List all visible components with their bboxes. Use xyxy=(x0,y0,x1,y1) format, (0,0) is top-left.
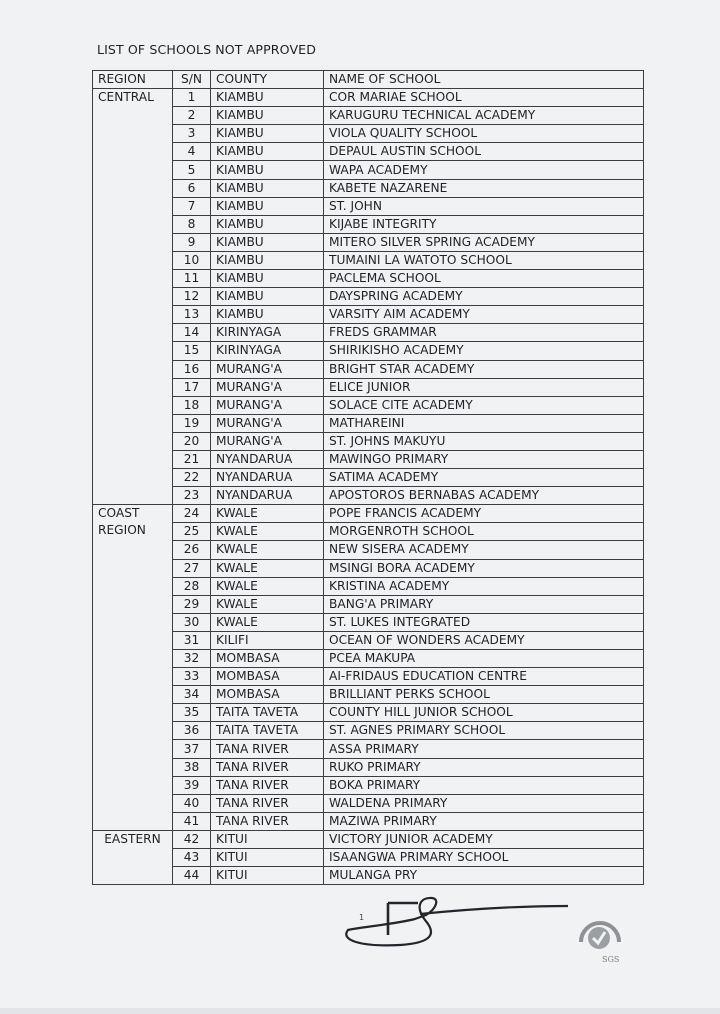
county-cell: MOMBASA xyxy=(211,650,324,668)
page-number: 1 xyxy=(359,913,365,922)
table-row xyxy=(93,613,644,631)
school-name-cell: ASSA PRIMARY xyxy=(324,740,644,758)
school-name-cell: KABETE NAZARENE xyxy=(324,179,644,197)
table-row xyxy=(93,233,644,251)
header-sn: S/N xyxy=(173,71,211,89)
sn-cell: 20 xyxy=(173,432,211,450)
school-name-cell: MAWINGO PRIMARY xyxy=(324,450,644,468)
county-cell: KIAMBU xyxy=(211,179,324,197)
table-row xyxy=(93,812,644,830)
school-name-cell: COUNTY HILL JUNIOR SCHOOL xyxy=(324,704,644,722)
table-row xyxy=(93,631,644,649)
school-name-cell: DEPAUL AUSTIN SCHOOL xyxy=(324,143,644,161)
table-row xyxy=(93,450,644,468)
county-cell: KWALE xyxy=(211,577,324,595)
county-cell: KIAMBU xyxy=(211,251,324,269)
school-name-cell: WAPA ACADEMY xyxy=(324,161,644,179)
sn-cell: 43 xyxy=(173,849,211,867)
table-row xyxy=(93,161,644,179)
school-name-cell: COR MARIAE SCHOOL xyxy=(324,89,644,107)
sn-cell: 35 xyxy=(173,704,211,722)
county-cell: KIAMBU xyxy=(211,306,324,324)
school-name-cell: MITERO SILVER SPRING ACADEMY xyxy=(324,233,644,251)
school-name-cell: WALDENA PRIMARY xyxy=(324,794,644,812)
table-row xyxy=(93,215,644,233)
school-name-cell: MULANGA PRY xyxy=(324,867,644,885)
county-cell: KIAMBU xyxy=(211,161,324,179)
table-row xyxy=(93,686,644,704)
school-name-cell: SATIMA ACADEMY xyxy=(324,469,644,487)
county-cell: NYANDARUA xyxy=(211,450,324,468)
table-row xyxy=(93,595,644,613)
county-cell: KIRINYAGA xyxy=(211,342,324,360)
table-row xyxy=(93,89,644,107)
school-name-cell: VICTORY JUNIOR ACADEMY xyxy=(324,830,644,848)
county-cell: MURANG'A xyxy=(211,396,324,414)
school-name-cell: KARUGURU TECHNICAL ACADEMY xyxy=(324,107,644,125)
school-name-cell: BOKA PRIMARY xyxy=(324,776,644,794)
county-cell: KIAMBU xyxy=(211,215,324,233)
school-name-cell: DAYSPRING ACADEMY xyxy=(324,288,644,306)
table-row xyxy=(93,324,644,342)
school-name-cell: VIOLA QUALITY SCHOOL xyxy=(324,125,644,143)
signature xyxy=(340,895,570,955)
school-name-cell: ISAANGWA PRIMARY SCHOOL xyxy=(324,849,644,867)
county-cell: KIAMBU xyxy=(211,288,324,306)
sn-cell: 26 xyxy=(173,541,211,559)
school-name-cell: TUMAINI LA WATOTO SCHOOL xyxy=(324,251,644,269)
table-row xyxy=(93,107,644,125)
county-cell: KWALE xyxy=(211,559,324,577)
county-cell: KIAMBU xyxy=(211,197,324,215)
county-cell: KIAMBU xyxy=(211,143,324,161)
county-cell: MURANG'A xyxy=(211,414,324,432)
stamp-label: SGS xyxy=(602,955,620,964)
table-row xyxy=(93,360,644,378)
sgs-certification-icon xyxy=(573,910,625,965)
county-cell: MURANG'A xyxy=(211,360,324,378)
school-name-cell: MATHAREINI xyxy=(324,414,644,432)
table-row xyxy=(93,487,644,505)
county-cell: KIAMBU xyxy=(211,107,324,125)
school-name-cell: BRIGHT STAR ACADEMY xyxy=(324,360,644,378)
table-row xyxy=(93,432,644,450)
county-cell: KIAMBU xyxy=(211,270,324,288)
sn-cell: 13 xyxy=(173,306,211,324)
table-row xyxy=(93,776,644,794)
header-county: COUNTY xyxy=(211,71,324,89)
sn-cell: 19 xyxy=(173,414,211,432)
sn-cell: 10 xyxy=(173,251,211,269)
table-body xyxy=(93,89,644,885)
county-cell: KITUI xyxy=(211,867,324,885)
sn-cell: 34 xyxy=(173,686,211,704)
table-row xyxy=(93,867,644,885)
table-row xyxy=(93,251,644,269)
school-name-cell: KRISTINA ACADEMY xyxy=(324,577,644,595)
sn-cell: 17 xyxy=(173,378,211,396)
sn-cell: 38 xyxy=(173,758,211,776)
table-row xyxy=(93,523,644,541)
sn-cell: 42 xyxy=(173,830,211,848)
school-name-cell: ST. AGNES PRIMARY SCHOOL xyxy=(324,722,644,740)
sn-cell: 27 xyxy=(173,559,211,577)
school-name-cell: ELICE JUNIOR xyxy=(324,378,644,396)
sn-cell: 7 xyxy=(173,197,211,215)
sn-cell: 18 xyxy=(173,396,211,414)
region-cell: COAST REGION xyxy=(93,505,173,831)
sn-cell: 3 xyxy=(173,125,211,143)
sn-cell: 8 xyxy=(173,215,211,233)
sn-cell: 23 xyxy=(173,487,211,505)
county-cell: MOMBASA xyxy=(211,686,324,704)
county-cell: KIRINYAGA xyxy=(211,324,324,342)
sn-cell: 41 xyxy=(173,812,211,830)
school-name-cell: SHIRIKISHO ACADEMY xyxy=(324,342,644,360)
county-cell: MURANG'A xyxy=(211,432,324,450)
schools-table xyxy=(92,70,644,885)
table-row xyxy=(93,469,644,487)
school-name-cell: MAZIWA PRIMARY xyxy=(324,812,644,830)
school-name-cell: FREDS GRAMMAR xyxy=(324,324,644,342)
table-row xyxy=(93,143,644,161)
table-row xyxy=(93,794,644,812)
county-cell: KWALE xyxy=(211,541,324,559)
sn-cell: 2 xyxy=(173,107,211,125)
county-cell: TANA RIVER xyxy=(211,776,324,794)
table-row xyxy=(93,559,644,577)
table-row xyxy=(93,722,644,740)
sn-cell: 32 xyxy=(173,650,211,668)
county-cell: TAITA TAVETA xyxy=(211,722,324,740)
county-cell: KWALE xyxy=(211,523,324,541)
sn-cell: 40 xyxy=(173,794,211,812)
sn-cell: 11 xyxy=(173,270,211,288)
county-cell: KWALE xyxy=(211,505,324,523)
table-row xyxy=(93,577,644,595)
table-row xyxy=(93,650,644,668)
school-name-cell: KIJABE INTEGRITY xyxy=(324,215,644,233)
county-cell: KIAMBU xyxy=(211,233,324,251)
table-row xyxy=(93,270,644,288)
county-cell: KIAMBU xyxy=(211,125,324,143)
county-cell: NYANDARUA xyxy=(211,487,324,505)
sn-cell: 4 xyxy=(173,143,211,161)
table-row xyxy=(93,288,644,306)
table-header-row xyxy=(93,71,644,89)
school-name-cell: ST. LUKES INTEGRATED xyxy=(324,613,644,631)
table-row xyxy=(93,378,644,396)
school-name-cell: BRILLIANT PERKS SCHOOL xyxy=(324,686,644,704)
header-region: REGION xyxy=(93,71,173,89)
county-cell: TANA RIVER xyxy=(211,740,324,758)
table-row xyxy=(93,306,644,324)
school-name-cell: APOSTOROS BERNABAS ACADEMY xyxy=(324,487,644,505)
table-row xyxy=(93,505,644,523)
region-cell: CENTRAL xyxy=(93,89,173,505)
school-name-cell: PCEA MAKUPA xyxy=(324,650,644,668)
sn-cell: 1 xyxy=(173,89,211,107)
county-cell: TAITA TAVETA xyxy=(211,704,324,722)
school-name-cell: ST. JOHNS MAKUYU xyxy=(324,432,644,450)
table-row xyxy=(93,668,644,686)
sn-cell: 12 xyxy=(173,288,211,306)
county-cell: TANA RIVER xyxy=(211,812,324,830)
sn-cell: 31 xyxy=(173,631,211,649)
school-name-cell: AI-FRIDAUS EDUCATION CENTRE xyxy=(324,668,644,686)
school-name-cell: VARSITY AIM ACADEMY xyxy=(324,306,644,324)
sn-cell: 9 xyxy=(173,233,211,251)
table-row xyxy=(93,849,644,867)
sn-cell: 22 xyxy=(173,469,211,487)
county-cell: MURANG'A xyxy=(211,378,324,396)
sn-cell: 28 xyxy=(173,577,211,595)
school-name-cell: NEW SISERA ACADEMY xyxy=(324,541,644,559)
sn-cell: 30 xyxy=(173,613,211,631)
header-school-name: NAME OF SCHOOL xyxy=(324,71,644,89)
sn-cell: 33 xyxy=(173,668,211,686)
school-name-cell: MSINGI BORA ACADEMY xyxy=(324,559,644,577)
school-name-cell: RUKO PRIMARY xyxy=(324,758,644,776)
table-row xyxy=(93,830,644,848)
county-cell: MOMBASA xyxy=(211,668,324,686)
county-cell: KITUI xyxy=(211,830,324,848)
county-cell: KWALE xyxy=(211,595,324,613)
sn-cell: 25 xyxy=(173,523,211,541)
school-name-cell: PACLEMA SCHOOL xyxy=(324,270,644,288)
page-edge xyxy=(0,1008,720,1014)
county-cell: NYANDARUA xyxy=(211,469,324,487)
table-row xyxy=(93,342,644,360)
table-row xyxy=(93,704,644,722)
sn-cell: 6 xyxy=(173,179,211,197)
sn-cell: 29 xyxy=(173,595,211,613)
sn-cell: 44 xyxy=(173,867,211,885)
table-row xyxy=(93,758,644,776)
sn-cell: 16 xyxy=(173,360,211,378)
county-cell: KITUI xyxy=(211,849,324,867)
sn-cell: 24 xyxy=(173,505,211,523)
sn-cell: 15 xyxy=(173,342,211,360)
region-cell: EASTERN xyxy=(93,830,173,884)
table-row xyxy=(93,414,644,432)
county-cell: KILIFI xyxy=(211,631,324,649)
table-row xyxy=(93,125,644,143)
sn-cell: 39 xyxy=(173,776,211,794)
school-name-cell: SOLACE CITE ACADEMY xyxy=(324,396,644,414)
school-name-cell: OCEAN OF WONDERS ACADEMY xyxy=(324,631,644,649)
county-cell: KWALE xyxy=(211,613,324,631)
county-cell: TANA RIVER xyxy=(211,758,324,776)
document-title: LIST OF SCHOOLS NOT APPROVED xyxy=(97,42,317,57)
sn-cell: 21 xyxy=(173,450,211,468)
sn-cell: 5 xyxy=(173,161,211,179)
sn-cell: 36 xyxy=(173,722,211,740)
school-name-cell: BANG'A PRIMARY xyxy=(324,595,644,613)
school-name-cell: MORGENROTH SCHOOL xyxy=(324,523,644,541)
sn-cell: 14 xyxy=(173,324,211,342)
table-row xyxy=(93,396,644,414)
county-cell: KIAMBU xyxy=(211,89,324,107)
school-name-cell: ST. JOHN xyxy=(324,197,644,215)
school-name-cell: POPE FRANCIS ACADEMY xyxy=(324,505,644,523)
table-row xyxy=(93,197,644,215)
table-row xyxy=(93,179,644,197)
table-row xyxy=(93,740,644,758)
county-cell: TANA RIVER xyxy=(211,794,324,812)
table-row xyxy=(93,541,644,559)
sn-cell: 37 xyxy=(173,740,211,758)
